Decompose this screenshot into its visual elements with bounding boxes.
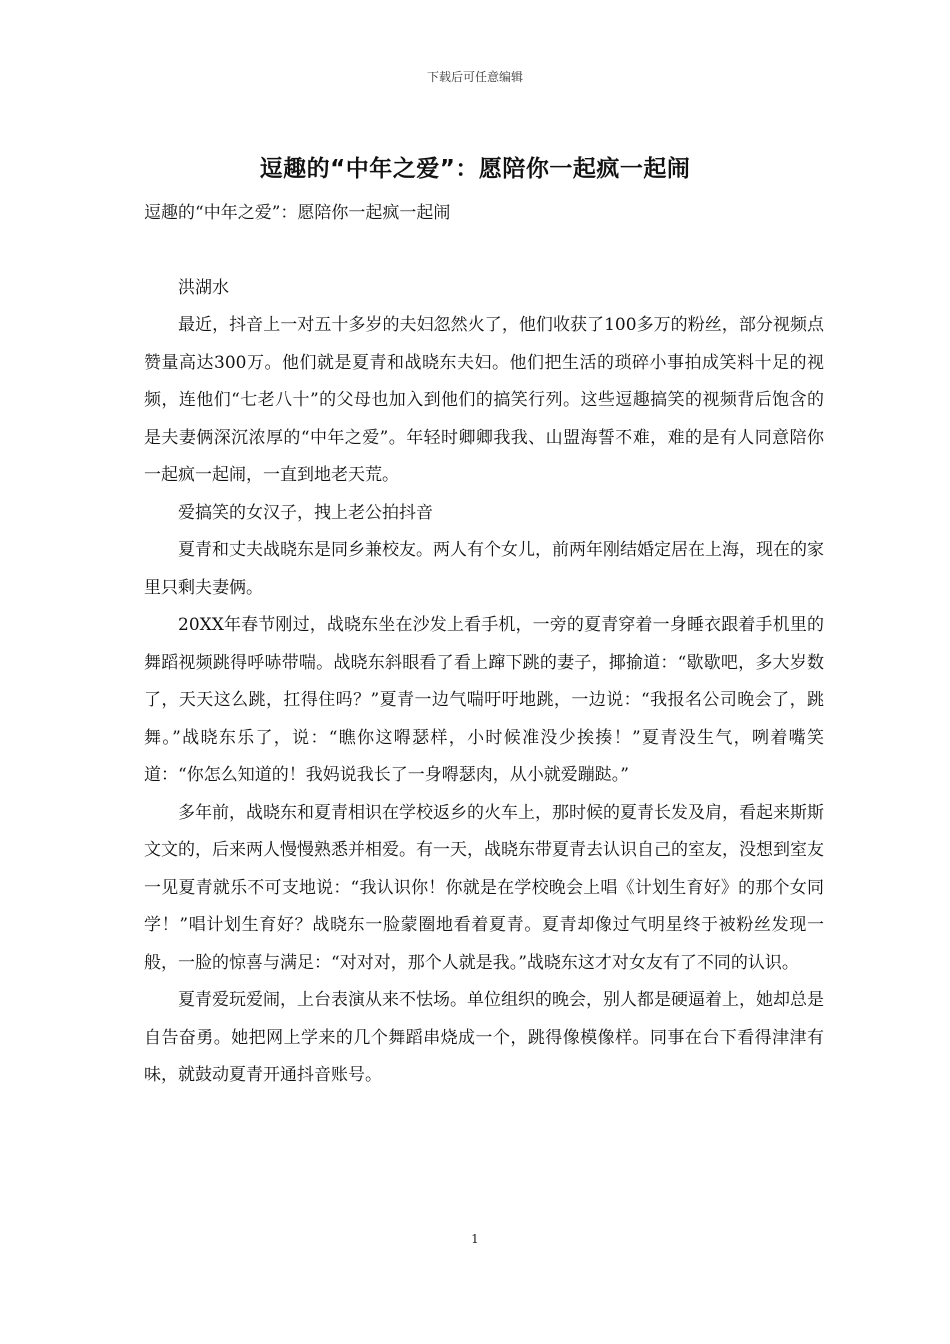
paragraph: 夏青爱玩爱闹，上台表演从来不怯场。单位组织的晚会，别人都是硬逼着上，她却总是自告奋勇。她把网上学来的几个舞蹈串烧成一个，跳得像模像样。同事在台下看得津津有味，就鼓动夏青开通抖音账号。: [144, 990, 824, 1085]
author-line: 洪湖水: [178, 277, 229, 298]
page-title: 逗趣的“中年之爱”：愿陪你一起疯一起闹: [259, 156, 691, 182]
article-body: [144, 195, 824, 1095]
paragraph: 20XX年春节刚过，战晓东坐在沙发上看手机，一旁的夏青穿着一身睡衣跟着手机里的舞蹈视频跳得呼哧带喘。战晓东斜眼看了看上蹿下跳的妻子，揶揄道：“歇歇吧，多大岁数了，天天这么跳，扛得住吗？”夏青一边气喘吁吁地跳，一边说：“我报名公司晚会了，跳舞。”战晓东乐了，说：“瞧你这嘚瑟样，小时候准没少挨揍！”夏青没生气，咧着嘴笑道：“你怎么知道的！我妈说我长了一身嘚瑟肉，从小就爱蹦跶。”: [144, 615, 824, 785]
page-number: 1: [471, 1232, 479, 1246]
section-heading: 爱搞笑的女汉子，拽上老公拍抖音: [178, 502, 433, 523]
subtitle: 逗趣的“中年之爱”：愿陪你一起疯一起闹: [144, 203, 451, 223]
paragraph: 多年前，战晓东和夏青相识在学校返乡的火车上，那时候的夏青长发及肩，看起来斯斯文文的，后来两人慢慢熟悉并相爱。有一天，战晓东带夏青去认识自己的室友，没想到室友一见夏青就乐不可支地说：“我认识你！你就是在学校晚会上唱《计划生育好》的那个女同学！”唱计划生育好？战晓东一脸蒙圈地看着夏青。夏青却像过气明星终于被粉丝发现一般，一脸的惊喜与满足：“对对对，那个人就是我。”战晓东这才对女友有了不同的认识。: [144, 802, 824, 973]
paragraph: 夏青和丈夫战晓东是同乡兼校友。两人有个女儿，前两年刚结婚定居在上海，现在的家里只剩夫妻俩。: [144, 540, 824, 598]
paragraph: 最近，抖音上一对五十多岁的夫妇忽然火了，他们收获了100多万的粉丝，部分视频点赞量高达300万。他们就是夏青和战晓东夫妇。他们把生活的琐碎小事拍成笑料十足的视频，连他们“七老八十”的父母也加入到他们的搞笑行列。这些逗趣搞笑的视频背后饱含的是夫妻俩深沉浓厚的“中年之爱”。年轻时卿卿我我、山盟海誓不难，难的是有人同意陪你一起疯一起闹，一直到地老天荒。: [144, 315, 824, 485]
header-note: 下载后可任意编辑: [426, 70, 523, 84]
